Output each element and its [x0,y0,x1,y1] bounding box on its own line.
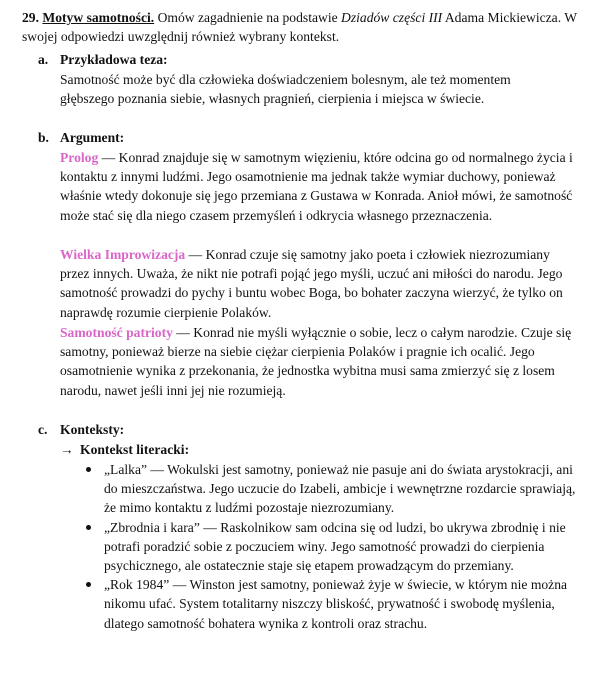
list-item [82,460,582,518]
list-item [82,518,582,576]
context-list [82,460,582,633]
argument-text: — Konrad nie myśli wyłącznie o sobie, lecz o całym narodzie. Czuje się samotny, ponieważ bierze na siebie ciężar cierpienia Polaków i pragnie ich ocalić. Jego osamotnienie wynika z przekonania, że jednostka wybitna musi sama zmierzyć się z losem narodu, nawet jeśli inni jej nie rozumieją. [60,325,572,398]
context-item-text: „Zbrodnia i kara” — Raskolnikow sam odcina się od ludzi, bo ukrywa zbrodnię i nie potrafi poradzić sobie z poczuciem winy. Jego samotność prowadzi do cierpienia psychicznego, ale ostatecznie staje się etapem prowadzącym do przemiany. [104,519,566,574]
section-b-title: Argument: [60,130,125,145]
question-prompt-after: Adama Mickiewicza. W swojej odpowiedzi uwzględnij również wybrany kontekst. [22,10,577,45]
list-item [82,575,582,633]
thesis-text: Samotność może być dla człowieka doświadczeniem bolesnym, ale też momentem głębszego poznania siebie, własnych pragnień, cierpienia i miejsca w świecie. [60,72,511,107]
section-b-heading [38,128,124,147]
section-a-heading [38,50,168,69]
argument-samotnosc-patrioty [60,323,580,400]
argument-keyword: Samotność patrioty [60,325,173,340]
context-subheading [60,440,189,459]
context-item-text: „Lalka” — Wokulski jest samotny, ponieważ nie pasuje ani do świata arystokracji, ani do mieszczaństwa. Jego uczucie do Izabeli, ambicje i wewnętrzne rozdarcie sprawiają, że mimo kontaktu z ludźmi pozostaje niezrozumiany. [104,462,576,516]
question-topic: Motyw samotności. [42,10,155,25]
question-header [22,8,582,46]
section-b-letter: b. [38,130,49,145]
bullet-icon [86,582,91,587]
bullet-icon [86,525,91,530]
section-a-title: Przykładowa teza: [60,52,168,67]
section-a-letter: a. [38,52,49,67]
argument-keyword: Wielka Improwizacja [60,247,186,262]
section-c-heading [38,420,124,439]
argument-text: — Konrad znajduje się w samotnym więzieniu, które odcina go od normalnego życia i kontaktu z innymi ludźmi. Jego osamotnienie ma jednak także wymiar duchowy, ponieważ właśnie wtedy dokonuje się jego przemiana z Gustawa w Konrada. Anioł mówi, że samotność może stać się dla niego czasem przemyśleń i odkrycia własnego przeznaczenia. [60,150,573,223]
context-item-text: „Rok 1984” — Winston jest samotny, ponieważ żyje w świecie, w którym nie można nikomu ufać. System totalitarny niszczy bliskość, prywatność i swobodę myślenia, dlatego samotność bohatera wynika z kontroli oraz strachu. [104,577,568,631]
argument-keyword: Prolog [60,150,99,165]
bullet-icon [86,467,91,472]
section-c-letter: c. [38,422,48,437]
argument-prolog [60,148,580,225]
argument-text: — Konrad czuje się samotny jako poeta i człowiek niezrozumiany przez innych. Uważa, że nikt nie potrafi pojąć jego myśli, uczuć ani miłości do narodu. Jego samotność prowadzi do pychy i buntu wobec Boga, bo bohater zaczyna wierzyć, że tylko on naprawdę rozumie cierpienie Polaków. [60,247,563,320]
context-subtitle: Kontekst literacki: [80,442,190,457]
section-c-title: Konteksty: [60,422,125,437]
question-number: 29. [22,10,39,25]
argument-wielka-improwizacja [60,245,580,322]
question-prompt-before: Omów zagadnienie na podstawie [154,10,342,25]
arrow-right-icon: → [60,442,74,457]
question-work-title: Dziadów części III [341,10,443,25]
